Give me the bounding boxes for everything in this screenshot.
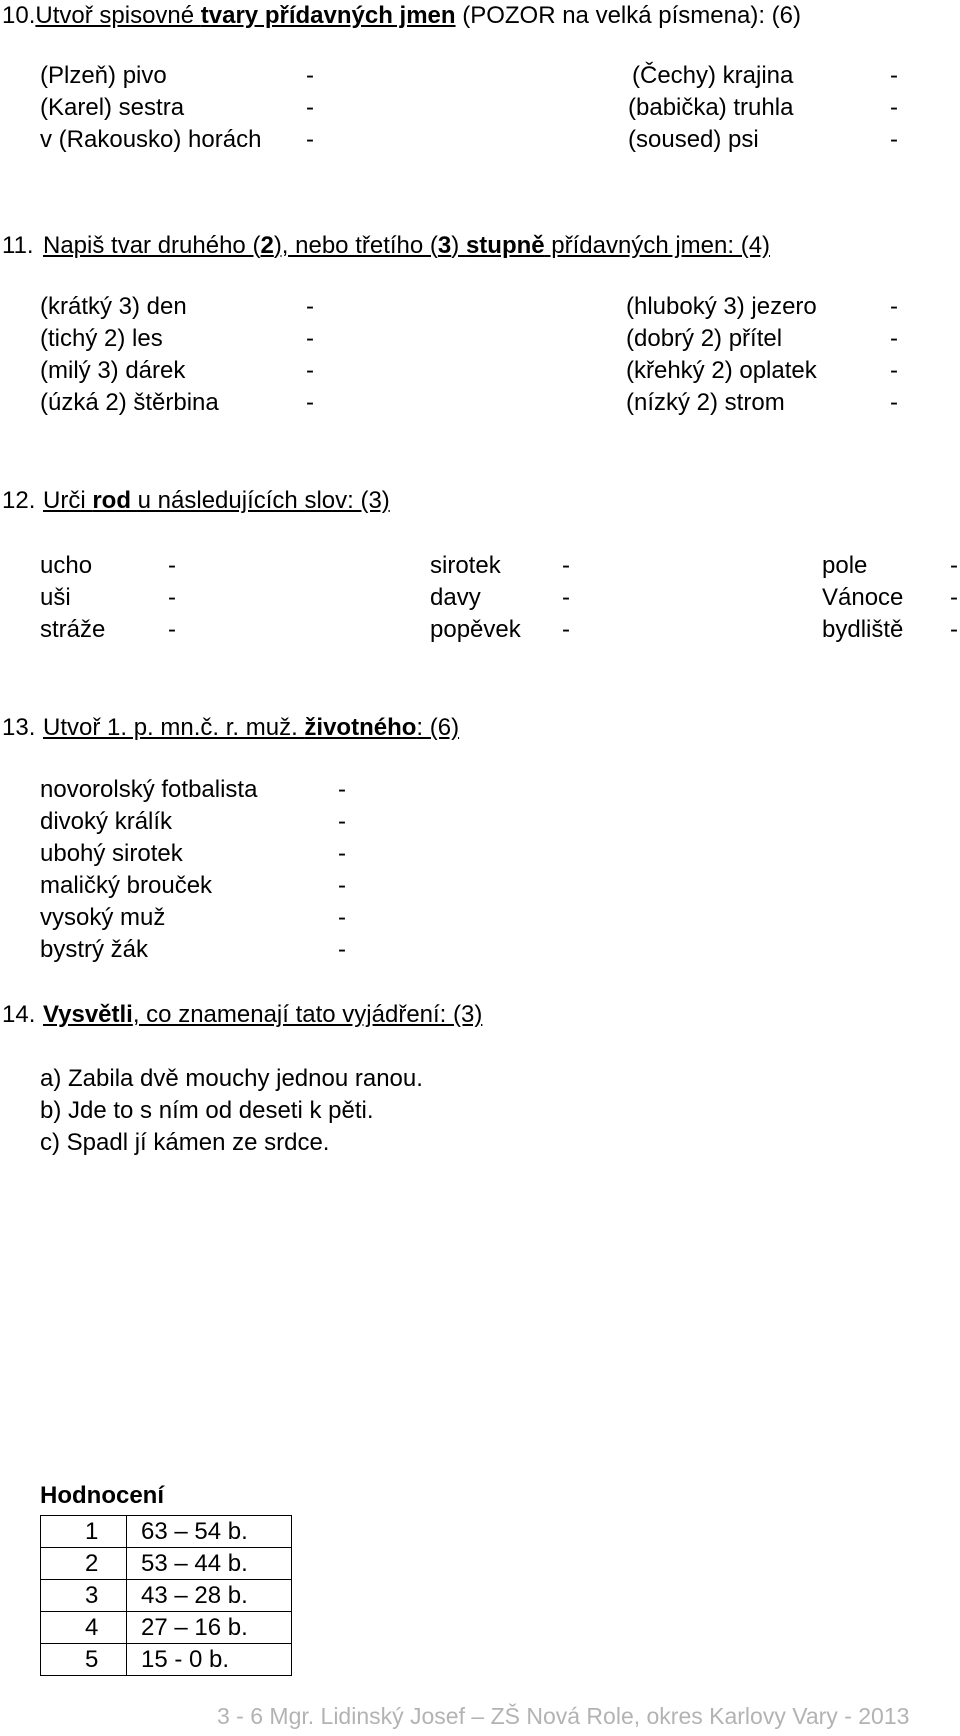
grade-range-cell: 27 – 16 b. <box>127 1612 292 1644</box>
page-footer: 3 - 6 Mgr. Lidinský Josef – ZŠ Nová Role, okres Karlovy Vary - 2013 <box>217 1703 910 1729</box>
ex10-row-2-dash2: - <box>890 94 898 121</box>
ex12-r2-d1: - <box>168 584 176 611</box>
ex12-r3-d2: - <box>562 616 570 643</box>
ex11-row-3-right: (křehký 2) oplatek <box>626 357 817 384</box>
ex11-row-4-dash2: - <box>890 389 898 416</box>
ex10-row-1-left: (Plzeň) pivo <box>40 62 167 89</box>
ex11-number: 11. <box>2 232 34 259</box>
ex14-number: 14. <box>2 1001 36 1028</box>
ex12-r3-c3: bydliště <box>822 616 904 643</box>
ex11-row-1-left: (krátký 3) den <box>40 293 187 320</box>
ex12-r2-d2: - <box>562 584 570 611</box>
ex13-row-1-dash: - <box>338 776 346 803</box>
ex10-number: 10. <box>2 2 36 29</box>
ex13-row-1: novorolský fotbalista <box>40 776 258 803</box>
ex13-heading <box>43 712 459 744</box>
grade-cell: 1 <box>41 1516 127 1548</box>
ex10-heading <box>2 0 801 32</box>
ex11-heading <box>43 230 770 262</box>
ex14-h0: Vysvětli <box>43 1001 133 1028</box>
ex11-row-4-right: (nízký 2) strom <box>626 389 785 416</box>
grade-range-cell: 53 – 44 b. <box>127 1548 292 1580</box>
ex13-row-4: maličký brouček <box>40 872 213 899</box>
ex13-row-3: ubohý sirotek <box>40 840 183 867</box>
ex14-heading <box>43 999 482 1031</box>
ex13-row-4-dash: - <box>338 872 346 899</box>
ex11-row-3-left: (milý 3) dárek <box>40 357 186 384</box>
ex12-r1-d2: - <box>562 552 570 579</box>
ex10-row-3-dash: - <box>306 126 314 153</box>
ex11-row-1-dash: - <box>306 293 314 320</box>
ex11-h3: 3 <box>437 232 452 259</box>
ex14-h1: , co znamenají tato vyjádření: (3) <box>132 1001 483 1028</box>
grade-range-cell: 63 – 54 b. <box>127 1516 292 1548</box>
ex10-row-2-left: (Karel) sestra <box>40 94 185 121</box>
grade-range-cell: 15 - 0 b. <box>127 1644 292 1676</box>
grading-row <box>41 1580 292 1612</box>
ex13-row-2-dash: - <box>338 808 346 835</box>
ex12-r2-c3: Vánoce <box>822 584 904 611</box>
ex14-row-c: c) Spadl jí kámen ze srdce. <box>40 1129 330 1156</box>
grade-range-cell: 43 – 28 b. <box>127 1580 292 1612</box>
grading-row <box>41 1644 292 1676</box>
ex10-row-3-dash2: - <box>890 126 898 153</box>
ex11-row-3-dash: - <box>306 357 314 384</box>
ex12-r2-d3: - <box>950 584 958 611</box>
ex11-h0: Napiš tvar druhého ( <box>43 232 261 259</box>
ex13-row-6-dash: - <box>338 936 346 963</box>
ex10-row-2-dash: - <box>306 94 314 121</box>
ex12-h0: Urči <box>43 487 93 514</box>
grade-cell: 4 <box>41 1612 127 1644</box>
ex11-row-2-left: (tichý 2) les <box>40 325 163 352</box>
ex13-number: 13. <box>2 714 36 741</box>
grade-cell: 2 <box>41 1548 127 1580</box>
ex12-r1-d1: - <box>168 552 176 579</box>
ex12-r1-c2: sirotek <box>430 552 501 579</box>
ex11-row-2-dash: - <box>306 325 314 352</box>
grading-table <box>40 1515 292 1676</box>
ex12-r1-c3: pole <box>822 552 868 579</box>
ex12-r1-d3: - <box>950 552 958 579</box>
ex11-row-1-right: (hluboký 3) jezero <box>626 293 817 320</box>
ex10-heading-part1: Utvoř spisovné <box>35 2 201 29</box>
ex13-row-5-dash: - <box>338 904 346 931</box>
ex10-heading-bold: tvary přídavných jmen <box>200 2 456 29</box>
ex11-h6: přídavných jmen: (4) <box>544 232 771 259</box>
ex12-number: 12. <box>2 487 36 514</box>
ex11-row-4-dash: - <box>306 389 314 416</box>
ex10-row-2-right: (babička) truhla <box>628 94 794 121</box>
ex13-row-6: bystrý žák <box>40 936 149 963</box>
grading-row <box>41 1516 292 1548</box>
ex12-r2-c2: davy <box>430 584 481 611</box>
ex11-row-2-dash2: - <box>890 325 898 352</box>
ex10-row-1-dash: - <box>306 62 314 89</box>
ex12-h1: rod <box>92 487 131 514</box>
ex11-h5: stupně <box>465 232 545 259</box>
ex11-row-1-dash2: - <box>890 293 898 320</box>
ex10-heading-part2: (POZOR na velká písmena): (6) <box>455 2 801 29</box>
ex11-h4: ) <box>451 232 466 259</box>
ex10-row-3-right: (soused) psi <box>628 126 759 153</box>
ex11-h2: ), nebo třetího ( <box>273 232 438 259</box>
ex11-row-3-dash2: - <box>890 357 898 384</box>
ex12-r3-d3: - <box>950 616 958 643</box>
ex12-r1-c1: ucho <box>40 552 93 579</box>
ex12-r2-c1: uši <box>40 584 71 611</box>
grading-title: Hodnocení <box>40 1482 164 1509</box>
grading-row <box>41 1612 292 1644</box>
ex10-row-1-right: (Čechy) krajina <box>632 62 794 89</box>
ex13-row-5: vysoký muž <box>40 904 166 931</box>
ex13-h1: životného <box>304 714 417 741</box>
ex12-r3-c1: stráže <box>40 616 106 643</box>
ex12-heading <box>43 485 390 517</box>
ex11-row-2-right: (dobrý 2) přítel <box>626 325 783 352</box>
ex10-row-1-dash2: - <box>890 62 898 89</box>
grade-cell: 5 <box>41 1644 127 1676</box>
grade-cell: 3 <box>41 1580 127 1612</box>
ex10-row-3-left: v (Rakousko) horách <box>40 126 262 153</box>
ex13-row-2: divoký králík <box>40 808 173 835</box>
ex12-r3-c2: popěvek <box>430 616 521 643</box>
ex14-row-b: b) Jde to s ním od deseti k pěti. <box>40 1097 374 1124</box>
ex13-h0: Utvoř 1. p. mn.č. r. muž. <box>43 714 305 741</box>
ex14-row-a: a) Zabila dvě mouchy jednou ranou. <box>40 1065 423 1092</box>
ex12-r3-d1: - <box>168 616 176 643</box>
ex12-h2: u následujících slov: (3) <box>131 487 390 514</box>
grading-row <box>41 1548 292 1580</box>
ex13-h2: : (6) <box>416 714 460 741</box>
ex11-h1: 2 <box>260 232 274 259</box>
ex11-row-4-left: (úzká 2) štěrbina <box>40 389 219 416</box>
ex13-row-3-dash: - <box>338 840 346 867</box>
